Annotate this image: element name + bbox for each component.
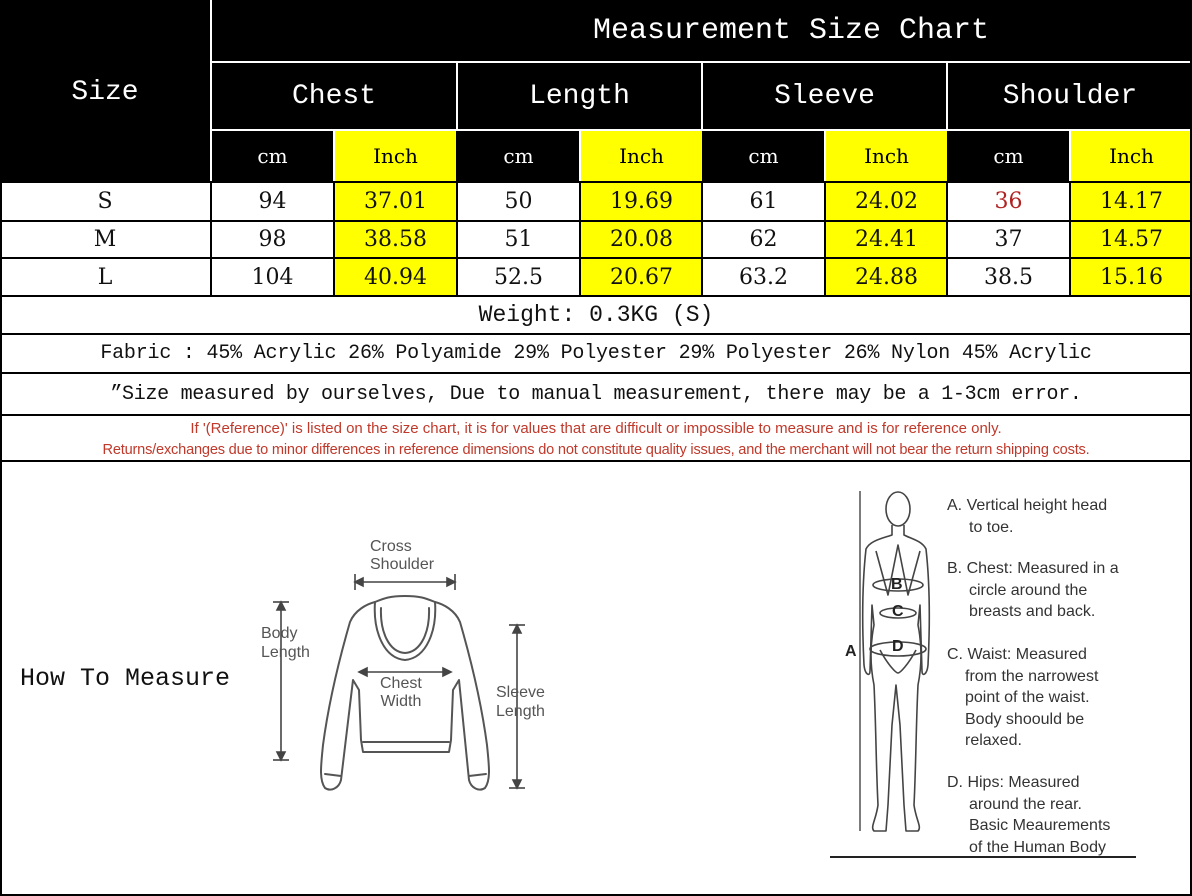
sleeve-length-label [496, 683, 545, 721]
chart-title: Measurement Size Chart [593, 14, 990, 48]
fabric-row: Fabric : 45% Acrylic 26% Polyamide 29% Polyester 29% Polyester 26% Nylon 45% Acrylic [100, 342, 1092, 365]
value-cell: 94 [258, 189, 287, 214]
note-line: B. Chest: Measured in a [947, 560, 1119, 577]
label-line: Length [261, 644, 310, 661]
value-cell: 24.02 [855, 189, 918, 214]
unit-cm: cm [257, 144, 288, 168]
value-cell: 50 [504, 189, 533, 214]
group-sleeve: Sleeve [774, 80, 875, 112]
note-line: around the rear. [969, 795, 1082, 813]
body-length-label [261, 624, 310, 662]
unit-inch: Inch [1109, 144, 1154, 168]
value-cell: 24.41 [855, 227, 918, 252]
body-figure-diagram [840, 485, 940, 845]
value-cell: 24.88 [855, 264, 918, 290]
letter-c: C [892, 603, 904, 620]
unit-cm: cm [993, 144, 1024, 168]
value-cell: 38.58 [364, 227, 427, 252]
size-cell: L [97, 264, 113, 290]
note-line: circle around the [969, 581, 1088, 599]
body-note-a [947, 495, 1107, 538]
label-line: Sleeve [496, 684, 545, 701]
disclaimer-line-2: Returns/exchanges due to minor differences in reference dimensions do not constitute quality issues, and the merchant will not bear the return shipping costs. [102, 441, 1090, 458]
label-line: Length [496, 703, 545, 720]
note-line: point of the waist. [965, 689, 1090, 706]
size-cell: M [93, 227, 117, 252]
note-line: Body shoould be [965, 710, 1085, 728]
value-cell: 37.01 [364, 189, 427, 214]
value-cell: 62 [749, 227, 778, 252]
unit-cm: cm [748, 144, 779, 168]
value-cell: 14.57 [1100, 227, 1163, 252]
note-line: relaxed. [965, 732, 1022, 749]
value-cell: 15.16 [1100, 264, 1163, 290]
note-line: C. Waist: Measured [947, 646, 1087, 663]
label-line: Body [261, 625, 298, 642]
unit-cm: cm [503, 144, 534, 168]
letter-b: B [891, 576, 903, 593]
unit-inch: Inch [864, 144, 909, 168]
value-cell: 61 [749, 189, 778, 214]
value-cell: 98 [258, 227, 287, 252]
body-note-c [947, 644, 1098, 752]
note-line: D. Hips: Measured [947, 774, 1080, 791]
label-line: Shoulder [370, 556, 435, 573]
size-cell: S [97, 189, 113, 214]
size-header: Size [71, 76, 139, 108]
group-length: Length [529, 80, 630, 112]
value-cell: 40.94 [364, 264, 427, 290]
value-cell: 38.5 [984, 264, 1033, 290]
value-cell-highlight: 36 [994, 189, 1023, 214]
measurement-note: ”Size measured by ourselves, Due to manual measurement, there may be a 1-3cm error. [110, 382, 1082, 406]
note-line: of the Human Body [969, 838, 1106, 856]
group-chest: Chest [291, 80, 376, 112]
cross-shoulder-label [370, 538, 434, 574]
chest-width-label [380, 675, 422, 711]
body-note-b [947, 558, 1119, 623]
letter-a: A [845, 643, 857, 660]
note-line: from the narrowest [965, 667, 1099, 685]
label-line: Chest [380, 675, 422, 692]
value-cell: 20.08 [610, 227, 673, 252]
value-cell: 104 [251, 264, 294, 290]
note-line: A. Vertical height head [947, 497, 1108, 514]
body-note-d [947, 772, 1110, 858]
value-cell: 37 [994, 227, 1023, 252]
body-outline [863, 525, 930, 831]
head-outline [886, 492, 910, 526]
label-line: Cross [370, 538, 412, 555]
value-cell: 51 [504, 227, 533, 252]
weight-row: Weight: 0.3KG (S) [478, 302, 714, 328]
value-cell: 20.67 [610, 264, 673, 290]
value-cell: 14.17 [1100, 189, 1163, 214]
note-line: to toe. [969, 518, 1014, 536]
unit-inch: Inch [619, 144, 664, 168]
note-line: Basic Meaurements [969, 817, 1111, 834]
unit-inch: Inch [373, 144, 418, 168]
label-line: Width [380, 693, 422, 710]
value-cell: 63.2 [739, 264, 788, 290]
disclaimer-line-1: If '(Reference)' is listed on the size chart, it is for values that are difficult or impossible to measure and is for reference only. [190, 419, 1002, 437]
group-shoulder: Shoulder [1002, 80, 1138, 112]
note-line: breasts and back. [969, 603, 1096, 620]
how-to-measure-label: How To Measure [20, 664, 231, 693]
value-cell: 52.5 [494, 264, 543, 290]
value-cell: 19.69 [610, 189, 673, 214]
letter-d: D [892, 638, 904, 655]
